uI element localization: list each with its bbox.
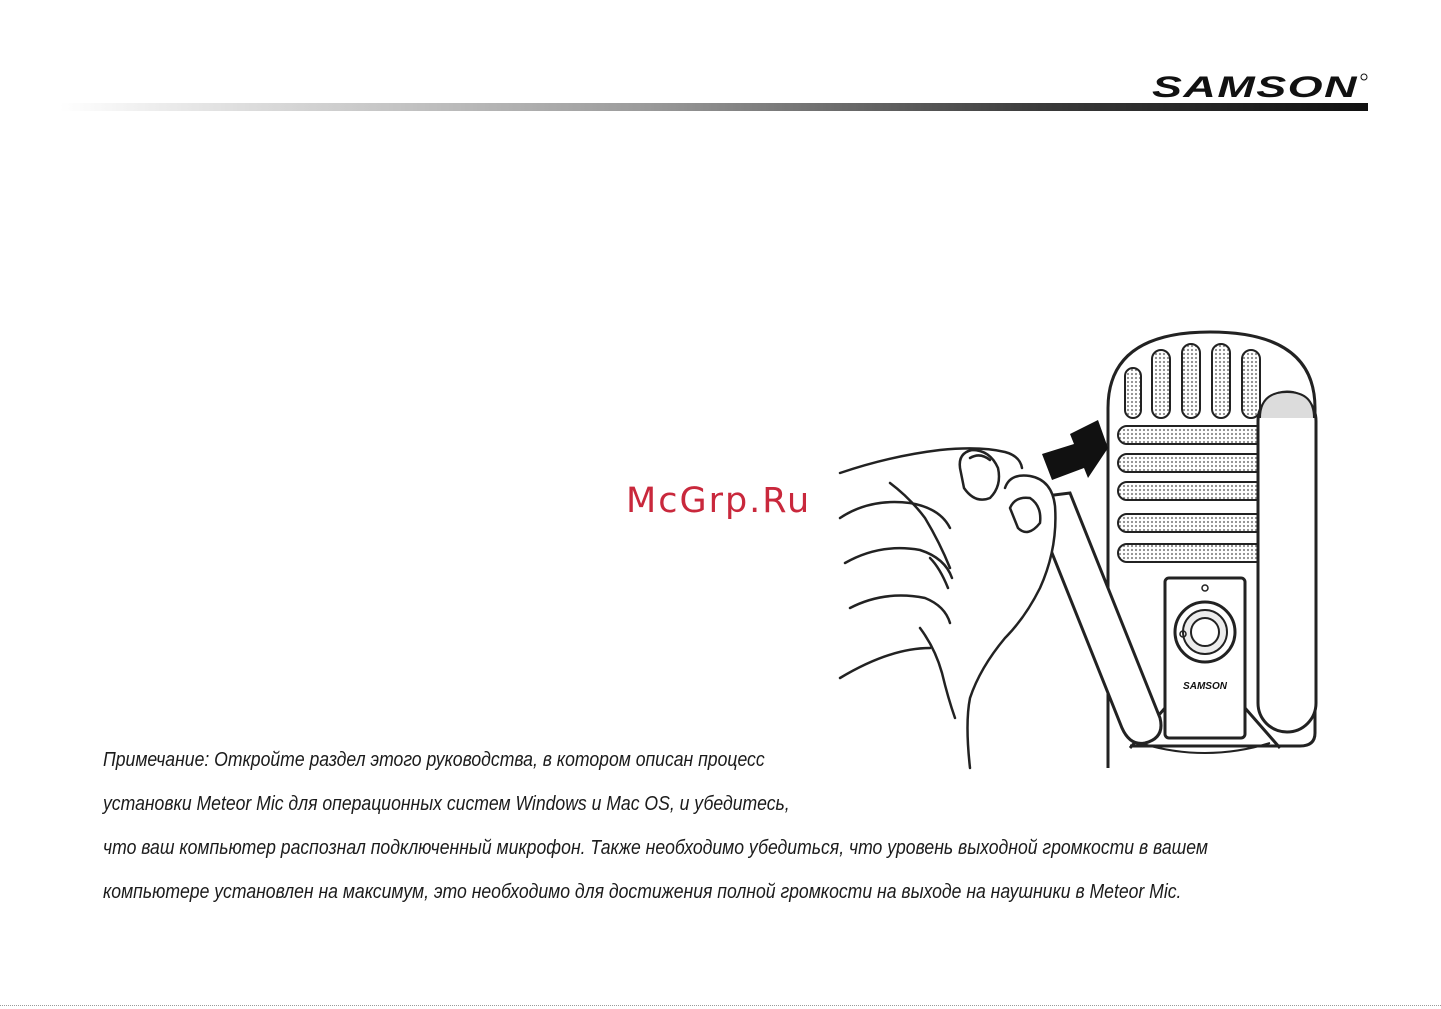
- note-line-4: компьютере установлен на максимум, это необходимо для достижения полной громкости на выходе на наушники в Meteor Mic.: [103, 881, 1182, 903]
- microphone-hand-illustration: [830, 328, 1350, 778]
- direction-arrow-icon: [1042, 420, 1108, 480]
- note-line-3: что ваш компьютер распознал подключенный микрофон. Также необходимо убедиться, что уровень выходной громкости в вашем: [103, 837, 1208, 859]
- hand-illustration: [840, 448, 1055, 768]
- device-samson-logo: SAMSON: [1183, 681, 1227, 692]
- note-line-2: установки Meteor Mic для операционных систем Windows и Mac OS, и убедитесь,: [103, 793, 790, 815]
- note-line-1: Примечание: Откройте раздел этого руководства, в котором описан процесс: [103, 749, 765, 771]
- samson-logo-text: SAMSON: [1152, 71, 1359, 102]
- header-gradient-rule: [60, 103, 1368, 111]
- note-paragraph: [103, 738, 1208, 914]
- footer-dotted-rule: [0, 1005, 1441, 1006]
- samson-logo: [1150, 70, 1370, 102]
- watermark: McGrp.Ru: [626, 481, 812, 521]
